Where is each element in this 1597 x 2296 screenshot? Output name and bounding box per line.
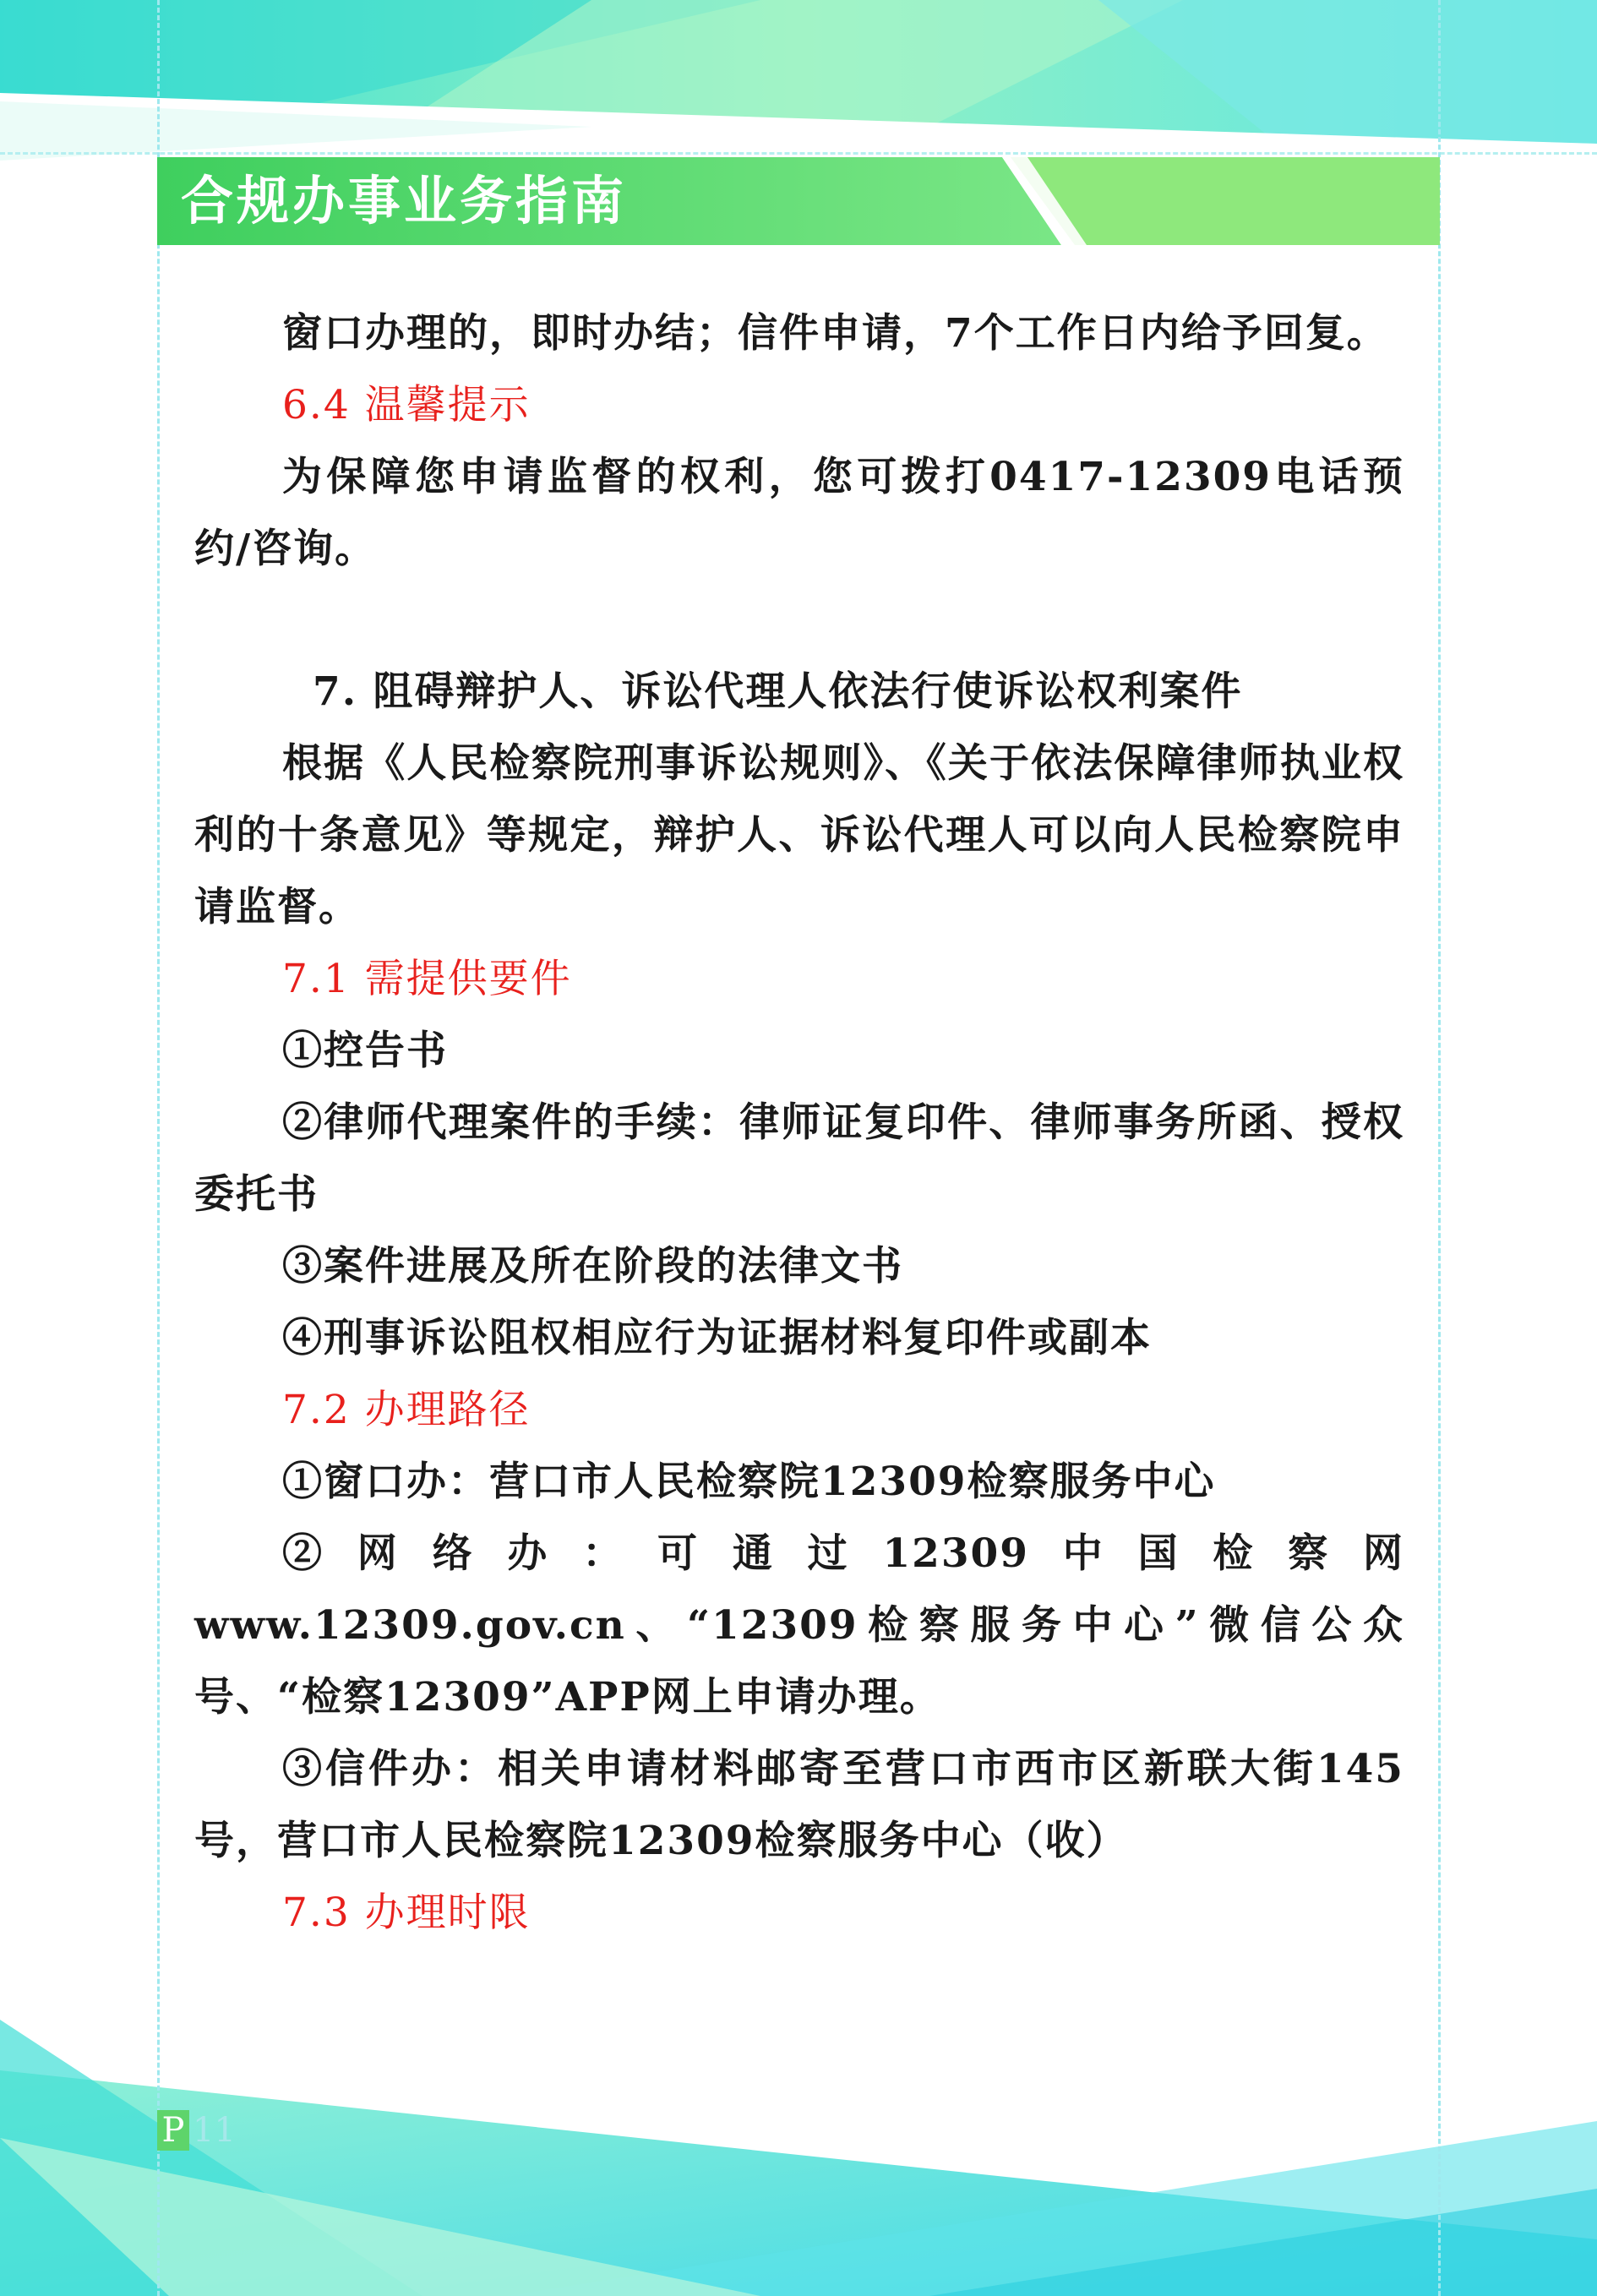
paragraph-section-7-intro: 根据《人民检察院刑事诉讼规则》、《关于依法保障律师执业权利的十条意见》等规定，辩护人、诉讼代理人可以向人民检察院申请监督。 <box>194 740 1404 930</box>
heading-7-3: 7.3 办理时限 <box>282 1890 531 1936</box>
list-item-7-1-1: ①控告书 <box>282 1028 448 1074</box>
paragraph-reply-time: 窗口办理的，即时办结；信件申请，7个工作日内给予回复。 <box>282 310 1388 357</box>
page-title: 合规办事业务指南 <box>181 170 628 232</box>
bottom-decoration <box>0 1969 1597 2296</box>
paragraph-hotline: 为保障您申请监督的权利，您可拨打0417-12309电话预约/咨询。 <box>194 454 1404 572</box>
list-item-7-2-3: ③信件办：相关申请材料邮寄至营口市西市区新联大街145号，营口市人民检察院12309检察服务中心（收） <box>194 1746 1404 1864</box>
document-body <box>194 297 1404 1949</box>
heading-7-2: 7.2 办理路径 <box>282 1387 531 1433</box>
page-number <box>157 2109 236 2151</box>
right-dashed-line <box>1438 0 1441 2296</box>
top-dashed-line <box>0 152 1597 155</box>
section-7-title: 7. 阻碍辩护人、诉讼代理人依法行使诉讼权利案件 <box>313 668 1243 715</box>
page-number-value: 11 <box>193 2111 236 2150</box>
list-item-7-2-1: ①窗口办：营口市人民检察院12309检察服务中心 <box>282 1459 1216 1505</box>
section-banner <box>157 157 1440 245</box>
list-item-7-1-4: ④刑事诉讼阻权相应行为证据材料复印件或副本 <box>282 1315 1152 1361</box>
list-item-7-1-3: ③案件进展及所在阶段的法律文书 <box>282 1243 903 1290</box>
left-dashed-line <box>157 0 160 2296</box>
list-item-7-2-2: ②网络办：可通过12309中国检察网www.12309.gov.cn、“12309检察服务中心”微信公众号、“检察12309”APP网上申请办理。 <box>194 1530 1404 1721</box>
page-letter: P <box>157 2110 189 2151</box>
heading-6-4: 6.4 温馨提示 <box>282 382 531 428</box>
heading-7-1: 7.1 需提供要件 <box>282 956 572 1002</box>
list-item-7-1-2: ②律师代理案件的手续：律师证复印件、律师事务所函、授权委托书 <box>194 1099 1404 1218</box>
